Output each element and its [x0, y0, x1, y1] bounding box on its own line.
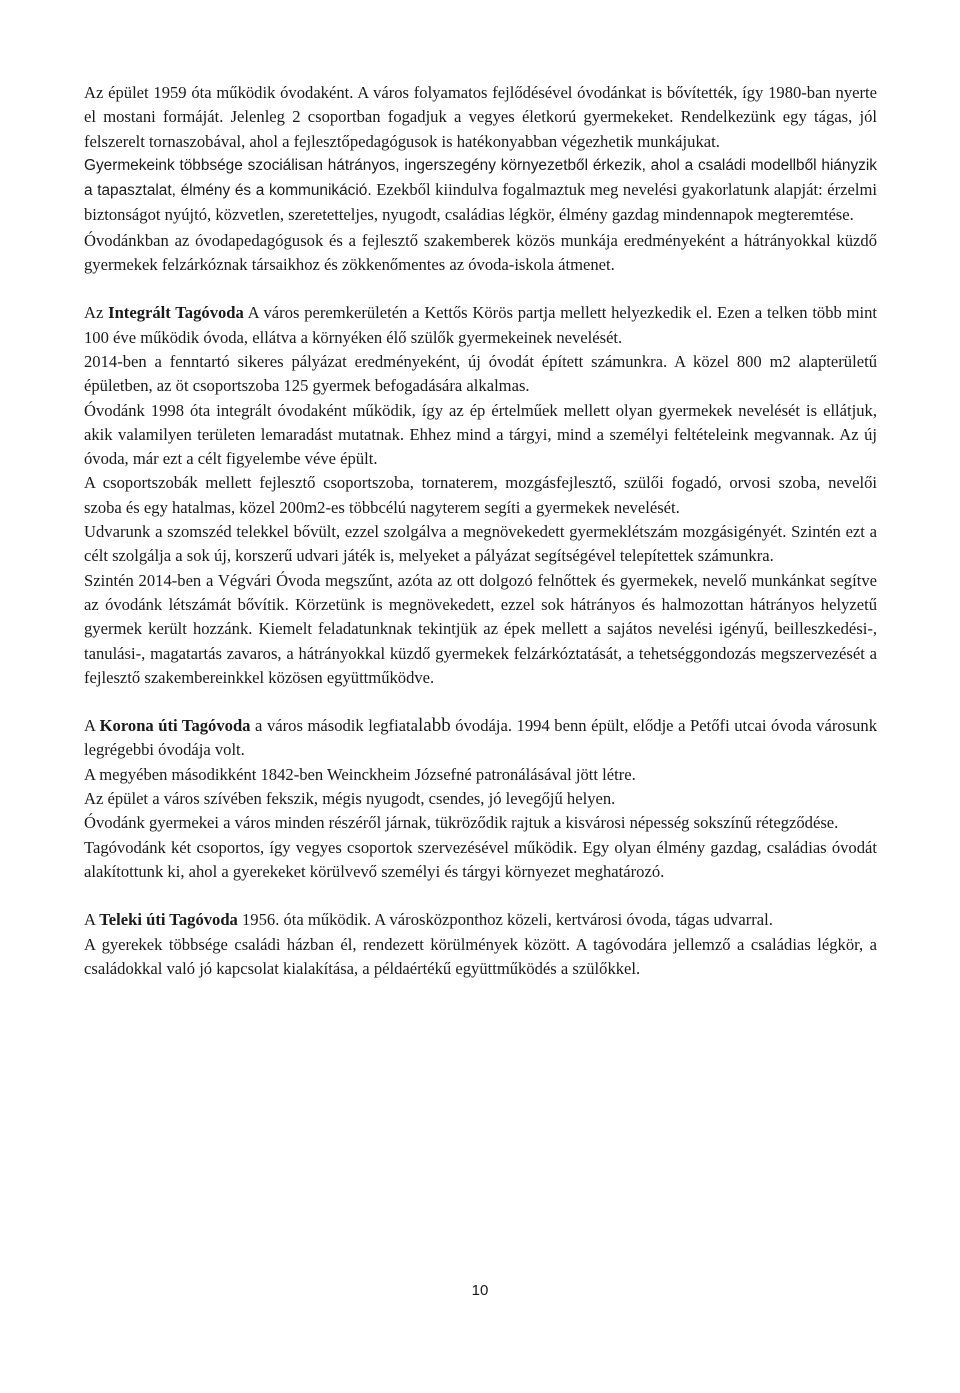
- paragraph: [84, 908, 877, 932]
- paragraph: Az épület a város szívében fekszik, mégis nyugodt, csendes, jó levegőjű helyen.: [84, 789, 616, 809]
- paragraph: [84, 154, 877, 229]
- institution-name: Teleki úti Tagóvoda: [99, 910, 238, 930]
- paragraph: A megyében másodikként 1842-ben Weinckheim Józsefné patronálásával jött létre.: [84, 764, 636, 784]
- text-run: a város második legfiata: [250, 716, 419, 736]
- paragraph: Tagóvodánk két csoportos, így vegyes csoportok szervezésével működik. Egy olyan élmény gazdag, családias óvodát alakítottunk ki, ahol a gyerekeket körülvevő személyi és tárgyi környezet meghatározó.: [84, 837, 877, 881]
- text-run: 1956. óta működik. A városközponthoz közeli, kertvárosi óvoda, tágas udvarral.: [237, 910, 773, 930]
- institution-name: Korona úti Tagóvoda: [99, 716, 251, 736]
- text-run: A város peremkerületén a Kettős Körös partja mellett helyezkedik el. Ezen a telken több mint 100 éve működik óvoda, ellátva a környéken élő szülők gyermekeinek nevelését.: [84, 303, 878, 347]
- paragraph: Óvodánk gyermekei a város minden részéről járnak, tükröződik rajtuk a kisvárosi népesség sokszínű rétegződése.: [84, 813, 839, 833]
- spacer: [84, 277, 877, 301]
- paragraph: Az épület 1959 óta működik óvodaként. A város folyamatos fejlődésével óvodánkat is bővítették, így 1980-ban nyerte el mostani formáját. Jelenleg 2 csoportban fogadjuk a vegyes életkorú gyermekeket. Rendelkezünk egy tágas, jól felszerelt tornaszobával, ahol a fejlesztőpedagógusok is hatékonyabban végezhetik munkájukat.: [84, 83, 877, 151]
- paragraph: 2014-ben a fenntartó sikeres pályázat eredményeként, új óvodát épített számunkra. A közel 800 m2 alapterületű épületben, az öt csoportszoba 125 gyermek befogadására alkalmas.: [84, 351, 877, 396]
- text-run: labb: [418, 715, 451, 737]
- document-page: [84, 81, 877, 981]
- text-run: Az: [84, 303, 109, 323]
- text-run: óvodája. 1994 benn épült, elődje a Petőfi utcai óvoda városunk legrégebbi óvodája volt.: [84, 716, 877, 760]
- page-number: 10: [471, 1282, 489, 1299]
- paragraph: Udvarunk a szomszéd telekkel bővült, ezzel szolgálva a megnövekedett gyermeklétszám mozgásigényét. Szintén ezt a célt szolgálja a sok új, korszerű udvari játék is, melyeket a pályázat segítségével telepítettek számunkra.: [84, 522, 877, 566]
- paragraph: Óvodánkban az óvodapedagógusok és a fejlesztő szakemberek közös munkája eredményeként a hátrányokkal küzdő gyermekek felzárkóznak társaikhoz és zökkenőmentes az óvoda-iskola átmenet.: [84, 230, 877, 275]
- paragraph: [84, 301, 877, 350]
- text-run: A: [84, 716, 100, 736]
- paragraph: A gyerekek többsége családi házban él, rendezett körülmények között. A tagóvodára jellemző a családias légkör, a családokkal való jó kapcsolat kialakítása, a példaértékű együttműködés a szülőkkel.: [84, 934, 877, 978]
- text-run: A: [84, 910, 100, 930]
- spacer: [84, 690, 877, 714]
- spacer: [84, 884, 877, 908]
- paragraph: Szintén 2014-ben a Végvári Óvoda megszűnt, azóta az ott dolgozó felnőttek és gyermekek, nevelő munkánkat segítve az óvodánk létszámát bővítik. Körzetünk is megnövekedett, ezzel sok hátrányos és halmozottan hátrányos helyzetű gyermek került hozzánk. Kiemelt feladatunknak tekintjük az épek mellett a sajátos nevelési igényű, beilleszkedési-, tanulási-, magatartás zavaros, a hátrányokkal küzdő gyermekek felzárkóztatását, a tehetséggondozás megszervezését a fejlesztő szakembereinkkel közösen együttműködve.: [84, 570, 877, 687]
- paragraph-sentence: Gyermekeink többsége szociálisan hátrányos, ingerszegény környezetből érkezik, ahol a családi modellből hiányzik a tapasztalat, élmény és a kommunikáció.: [84, 156, 877, 200]
- institution-name: Integrált Tagóvoda: [108, 303, 244, 323]
- paragraph-sentence: Ezekből kiindulva fogalmaztuk meg nevelési gyakorlatunk alapját: érzelmi biztonságot nyújtó, közvetlen, szeretetteljes, nyugodt, családias légkör, élmény gazdag mindennapok megteremtése.: [84, 180, 877, 225]
- paragraph: Óvodánk 1998 óta integrált óvodaként működik, így az ép értelműek mellett olyan gyermekek nevelését is ellátjuk, akik valamilyen területen lemaradást mutatnak. Ehhez mind a tárgyi, mind a személyi feltételeink megvannak. Az új óvoda, már ezt a célt figyelembe véve épült.: [84, 400, 877, 469]
- paragraph: A csoportszobák mellett fejlesztő csoportszoba, tornaterem, mozgásfejlesztő, szülői fogadó, orvosi szoba, nevelői szoba és egy hatalmas, közel 200m2-es többcélú nagyterem segíti a gyermekek nevelését.: [84, 473, 877, 517]
- paragraph: [84, 714, 877, 763]
